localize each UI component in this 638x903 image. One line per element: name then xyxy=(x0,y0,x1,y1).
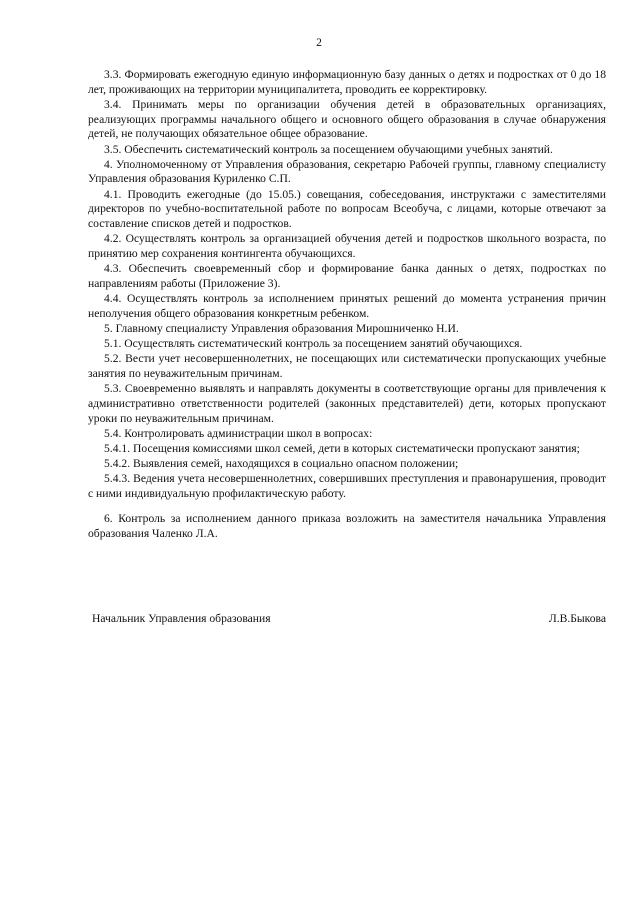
paragraph-4-4: 4.4. Осуществлять контроль за исполнением принятых решений до момента устранения причин неполучения общего образования конкретным ребенком. xyxy=(88,292,606,320)
paragraph-3-3: 3.3. Формировать ежегодную единую информационную базу данных о детях и подростках от 0 до 18 лет, проживающих на территории муниципалитета, проводить ее корректировку. xyxy=(88,68,606,96)
paragraph-5-4-1: 5.4.1. Посещения комиссиями школ семей, дети в которых систематически пропускают занятия; xyxy=(104,442,580,456)
paragraph-5-4-2: 5.4.2. Выявления семей, находящихся в социально опасном положении; xyxy=(104,457,459,471)
signature-block xyxy=(92,612,606,627)
paragraph-5-4: 5.4. Контролировать администрации школ в вопросах: xyxy=(104,426,373,440)
paragraph-5-1: 5.1. Осуществлять систематический контроль за посещением занятий обучающихся. xyxy=(104,337,523,351)
paragraph-5: 5. Главному специалисту Управления образования Мирошниченко Н.И. xyxy=(104,321,459,335)
paragraph-4-2: 4.2. Осуществлять контроль за организацией обучения детей и подростков школьного возраста, по принятию мер сохранения контингента обучающихся. xyxy=(88,232,606,260)
document-body xyxy=(88,68,606,542)
paragraph-5-2: 5.2. Вести учет несовершеннолетних, не посещающих или систематически пропускающих учебные занятия по неуважительным причинам. xyxy=(88,352,606,381)
paragraph-3-4: 3.4. Принимать меры по организации обучения детей в образовательных организациях, реализующих программы начального общего и основного общего образования в случае обнаружения детей, не получающих обязательное общее образование. xyxy=(88,97,606,141)
paragraph-5-4-3: 5.4.3. Ведения учета несовершеннолетних, совершивших преступления и правонарушения, проводит с ними индивидуальную профилактическую работу. xyxy=(88,472,606,501)
paragraph-6: 6. Контроль за исполнением данного приказа возложить на заместителя начальника Управления образования Чаленко Л.А. xyxy=(88,511,606,540)
paragraph-4-1: 4.1. Проводить ежегодные (до 15.05.) совещания, собеседования, инструктажи с заместителями директоров по учебно-воспитательной работе по вопросам Всеобуча, с лицами, которые отвечают за составление списков детей и подростков. xyxy=(88,187,606,231)
paragraph-5-3: 5.3. Своевременно выявлять и направлять документы в соответствующие органы для привлечения к административно ответственности родителей (законных представителей) дети, которых пропускают уроки по неуважительным причинам. xyxy=(88,382,606,425)
signature-name: Л.В.Быкова xyxy=(548,612,606,625)
paragraph-4-3: 4.3. Обеспечить своевременный сбор и формирование банка данных о детях, подростках по направлениям работы (Приложение 3). xyxy=(88,262,606,290)
page-number: 2 xyxy=(316,36,322,49)
signature-title: Начальник Управления образования xyxy=(92,612,271,625)
paragraph-4: 4. Уполномоченному от Управления образования, секретарю Рабочей группы, главному специалисту Управления образования Куриленко С.П. xyxy=(88,157,606,186)
paragraph-3-5: 3.5. Обеспечить систематический контроль за посещением обучающими учебных занятий. xyxy=(104,142,553,156)
